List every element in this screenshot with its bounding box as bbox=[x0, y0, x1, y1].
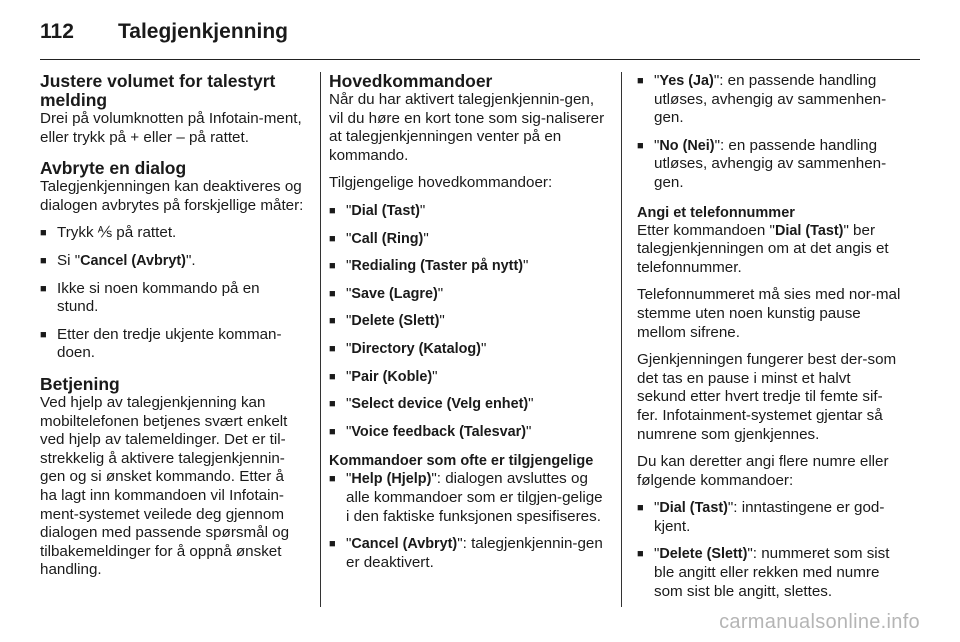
list-item: ■ "Delete (Slett)": nummeret som sist ble angitt eller rekken med numre som sist ble angitt, slettes. bbox=[637, 545, 903, 601]
list-item: ■ "Save (Lagre)" bbox=[329, 285, 605, 304]
number-commands-list bbox=[637, 499, 903, 601]
list-item: ■ "Redialing (Taster på nytt)" bbox=[329, 257, 605, 276]
list-item: ■ Si "Cancel (Avbryt)". bbox=[40, 252, 304, 271]
column-divider-2 bbox=[621, 72, 622, 607]
paragraph-best-recognition: Gjenkjenningen fungerer best der-som det tas en pause i minst et halvt sekund etter hvert tredje til femte sif-fer. Infotainment-systemet gjentar så numrene som gjenkjennes. bbox=[637, 351, 897, 443]
list-item: ■ "No (Nei)": en passende handling utløses, avhengig av sammenhen-gen. bbox=[637, 137, 903, 193]
list-item: ■ "Voice feedback (Talesvar)" bbox=[329, 423, 605, 442]
paragraph-enter-number: Etter kommandoen "Dial (Tast)" ber talegjenkjenningen om at det angis et telefonnummer. bbox=[637, 221, 889, 276]
heading-volume: Justere volumet for talestyrt melding bbox=[40, 71, 276, 110]
list-item: ■ "Pair (Koble)" bbox=[329, 368, 605, 387]
column-2 bbox=[329, 72, 605, 581]
paragraph-more-numbers: Du kan deretter angi flere numre eller følgende kommandoer: bbox=[637, 453, 889, 489]
list-item: ■ "Help (Hjelp)": dialogen avsluttes og alle kommandoer som er tilgjen-gelige i den faktiske funksjonen spesifiseres. bbox=[329, 470, 605, 526]
list-item: ■ "Cancel (Avbryt)": talegjenkjennin-gen er deaktivert. bbox=[329, 535, 605, 572]
paragraph-cancel-dialog: Talegjenkjenningen kan deaktiveres og dialogen avbrytes på forskjellige måter: bbox=[40, 178, 304, 214]
list-item: ■ "Dial (Tast)": inntastingene er god-kjent. bbox=[637, 499, 903, 536]
cancel-methods-list bbox=[40, 224, 304, 363]
heading-main-commands: Hovedkommandoer bbox=[329, 71, 493, 91]
common-commands-list bbox=[329, 470, 605, 572]
list-item: ■ Trykk ⅍ på rattet. bbox=[40, 224, 304, 243]
list-item: ■ "Directory (Katalog)" bbox=[329, 340, 605, 359]
paragraph-available-commands: Tilgjengelige hovedkommandoer: bbox=[329, 174, 553, 192]
heading-operation: Betjening bbox=[40, 373, 120, 394]
header-rule bbox=[40, 59, 920, 60]
column-1 bbox=[40, 72, 304, 589]
heading-enter-number: Angi et telefonnummer bbox=[637, 204, 795, 221]
list-item: ■ Ikke si noen kommando på en stund. bbox=[40, 280, 304, 317]
list-item: ■ "Delete (Slett)" bbox=[329, 312, 605, 331]
list-item: ■ "Dial (Tast)" bbox=[329, 202, 605, 221]
page-header bbox=[40, 16, 920, 56]
paragraph-main-commands: Når du har aktivert talegjenkjennin-gen, vil du høre en kort tone som sig-naliserer at talegjenkjenningen venter på en kommando. bbox=[329, 91, 605, 164]
page-number: 112 bbox=[40, 20, 74, 43]
list-item: ■ "Select device (Velg enhet)" bbox=[329, 395, 605, 414]
list-item: ■ Etter den tredje ukjente komman-doen. bbox=[40, 326, 304, 363]
paragraph-volume: Drei på volumknotten på Infotain-ment, eller trykk på + eller – på rattet. bbox=[40, 110, 302, 146]
paragraph-normal-voice: Telefonnummeret må sies med nor-mal stemme uten noen kunstig pause mellom sifrene. bbox=[637, 286, 901, 341]
heading-cancel-dialog: Avbryte en dialog bbox=[40, 158, 187, 179]
chapter-title: Talegjenkjenning bbox=[118, 20, 288, 43]
watermark: carmanualsonline.info bbox=[719, 611, 920, 633]
yes-no-list bbox=[637, 72, 903, 193]
heading-common-commands: Kommandoer som ofte er tilgjengelige bbox=[329, 453, 594, 470]
list-item: ■ "Yes (Ja)": en passende handling utløses, avhengig av sammenhen-gen. bbox=[637, 72, 903, 128]
column-divider-1 bbox=[320, 72, 321, 607]
paragraph-operation: Ved hjelp av talegjenkjenning kan mobiltelefonen betjenes svært enkelt ved hjelp av talemeldinger. Det er til-strekkelig å aktivere talegjenkjennin-gen og si ønsket kommando. Etter å ha lagt inn kommandoen vil Infotain-ment-systemet veilede deg gjennom dialogen med passende spørsmål og tilbakemeldinger for å oppnå ønsket handling. bbox=[40, 393, 290, 579]
list-item: ■ "Call (Ring)" bbox=[329, 230, 605, 249]
column-3 bbox=[637, 72, 903, 610]
main-commands-list bbox=[329, 202, 605, 441]
